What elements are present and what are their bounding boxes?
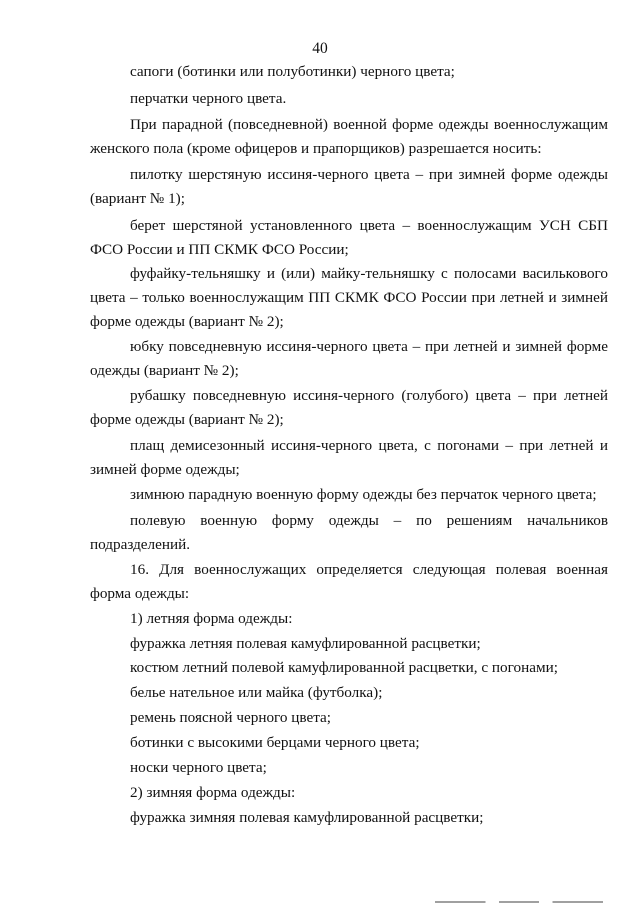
paragraph-12: 16. Для военнослужащих определяется следующая полевая военная форма одежды:: [90, 561, 608, 602]
paragraph-2: перчатки черного цвета.: [130, 90, 287, 107]
paragraph-16: белье нательное или майка (футболка);: [130, 684, 383, 701]
paragraph-18: ботинки с высокими берцами черного цвета;: [130, 734, 420, 751]
paragraph-14: фуражка летняя полевая камуфлированной расцветки;: [130, 635, 481, 652]
paragraph-20: 2) зимняя форма одежды:: [130, 784, 296, 801]
paragraph-17: ремень поясной черного цвета;: [130, 709, 332, 726]
paragraph-11: полевую военную форму одежды – по решениям начальников подразделений.: [90, 512, 608, 553]
paragraph-7: юбку повседневную иссиня-черного цвета – при летней и зимней форме одежды (вариант № 2);: [90, 338, 608, 379]
paragraph-3: При парадной (повседневной) военной форме одежды военнослужащим женского пола (кроме офицеров и прапорщиков) разрешается носить:: [90, 116, 608, 157]
paragraph-4: пилотку шерстяную иссиня-черного цвета – при зимней форме одежды (вариант № 1);: [90, 166, 608, 207]
paragraph-13: 1) летняя форма одежды:: [130, 610, 293, 627]
paragraph-6: фуфайку-тельняшку и (или) майку-тельняшку с полосами василькового цвета – только военнослужащим ПП СКМК ФСО России при летней и зимней форме одежды (вариант № 2);: [90, 265, 608, 330]
paragraph-21: фуражка зимняя полевая камуфлированной расцветки;: [130, 809, 484, 826]
paragraph-10: зимнюю парадную военную форму одежды без перчаток черного цвета;: [130, 486, 597, 503]
paragraph-1: сапоги (ботинки или полуботинки) черного цвета;: [130, 63, 455, 80]
paragraph-8: рубашку повседневную иссиня-черного (голубого) цвета – при летней форме одежды (вариант № 2);: [90, 387, 608, 428]
paragraph-5: берет шерстяной установленного цвета – военнослужащим УСН СБП ФСО России и ПП СКМК ФСО России;: [90, 217, 608, 258]
paragraph-15: костюм летний полевой камуфлированной расцветки, с погонами;: [130, 659, 558, 676]
paragraph-9: плащ демисезонный иссиня-черного цвета, с погонами – при летней и зимней форме одежды;: [90, 437, 608, 478]
scan-edge-mark: [435, 901, 603, 903]
page-number: 40: [312, 40, 328, 57]
paragraph-19: носки черного цвета;: [130, 759, 267, 776]
